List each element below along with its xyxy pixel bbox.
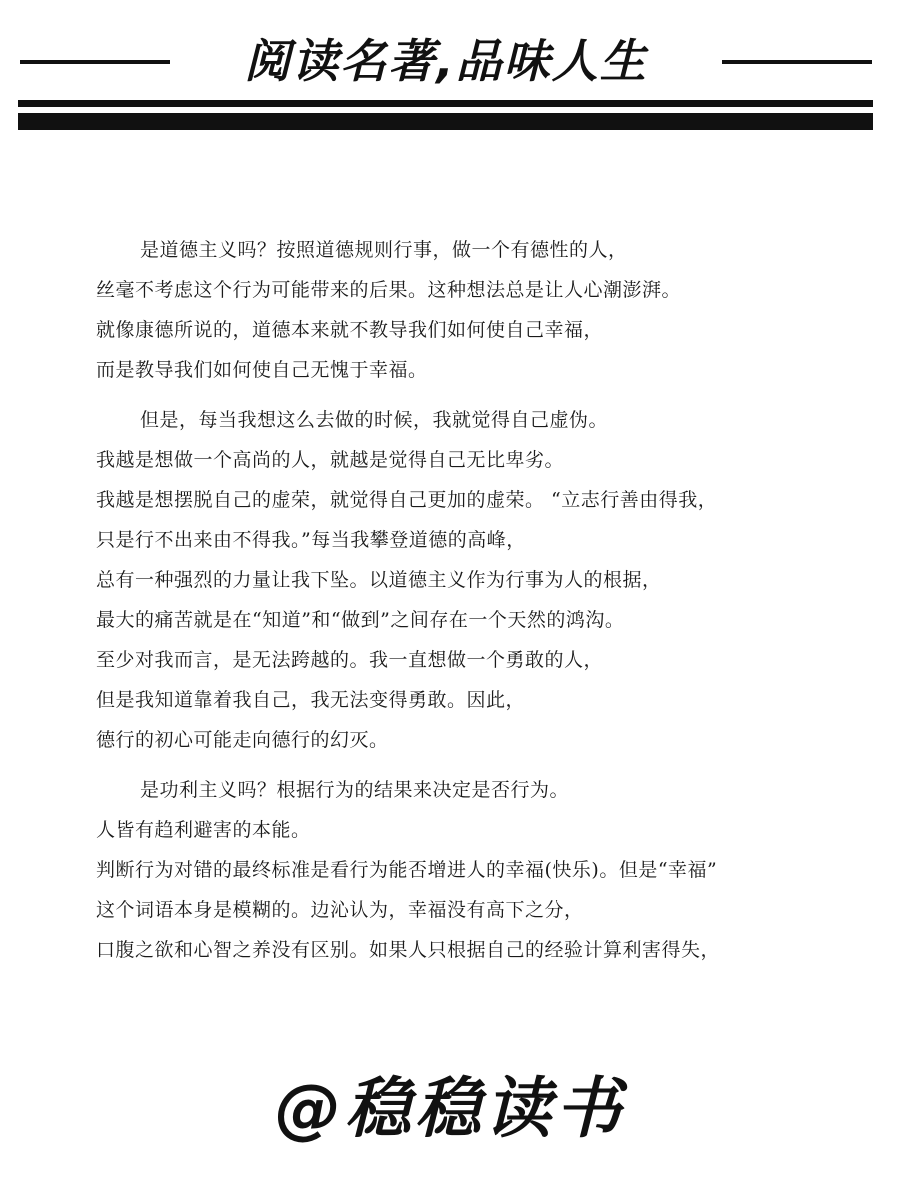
text-line: 就像康德所说的，道德本来就不教导我们如何使自己幸福， <box>96 319 604 341</box>
text-line: 而是教导我们如何使自己无愧于幸福。 <box>96 359 428 381</box>
text-line: 我越是想摆脱自己的虚荣，就觉得自己更加的虚荣。 “立志行善由得我， <box>96 489 718 511</box>
text-line: 只是行不出来由不得我。”每当我攀登道德的高峰， <box>96 529 526 551</box>
author-signature: @稳稳读书 <box>275 1070 625 1147</box>
text-line: 判断行为对错的最终标准是看行为能否增进人的幸福(快乐)。但是“幸福” <box>96 859 718 881</box>
header-rule-thin <box>18 100 873 107</box>
text-line: 最大的痛苦就是在“知道”和“做到”之间存在一个天然的鸿沟。 <box>96 609 625 631</box>
header-rule-thick <box>18 113 873 130</box>
header-line-left <box>20 60 170 64</box>
text-line: 丝毫不考虑这个行为可能带来的后果。这种想法总是让人心潮澎湃。 <box>96 279 682 301</box>
text-line: 但是，每当我想这么去做的时候，我就觉得自己虚伪。 <box>140 409 609 431</box>
article-body <box>96 230 876 980</box>
text-line: 我越是想做一个高尚的人，就越是觉得自己无比卑劣。 <box>96 449 565 471</box>
text-line: 至少对我而言，是无法跨越的。我一直想做一个勇敢的人， <box>96 649 604 671</box>
text-line: 总有一种强烈的力量让我下坠。以道德主义作为行事为人的根据， <box>96 569 662 591</box>
text-line: 但是我知道靠着我自己，我无法变得勇敢。因此， <box>96 689 526 711</box>
text-line: 这个词语本身是模糊的。边沁认为，幸福没有高下之分， <box>96 899 584 921</box>
text-line: 德行的初心可能走向德行的幻灭。 <box>96 729 389 751</box>
paragraph-1 <box>96 230 876 390</box>
text-line: 是功利主义吗？根据行为的结果来决定是否行为。 <box>140 779 570 801</box>
paragraph-2 <box>96 400 876 760</box>
page-title: 阅读名著,品味人生 <box>244 34 648 88</box>
header-line-right <box>722 60 872 64</box>
paragraph-3 <box>96 770 876 970</box>
text-line: 口腹之欲和心智之养没有区别。如果人只根据自己的经验计算利害得失， <box>96 939 721 961</box>
page-header <box>0 0 900 140</box>
text-line: 是道德主义吗？按照道德规则行事，做一个有德性的人， <box>140 239 628 261</box>
text-line: 人皆有趋利避害的本能。 <box>96 819 311 841</box>
